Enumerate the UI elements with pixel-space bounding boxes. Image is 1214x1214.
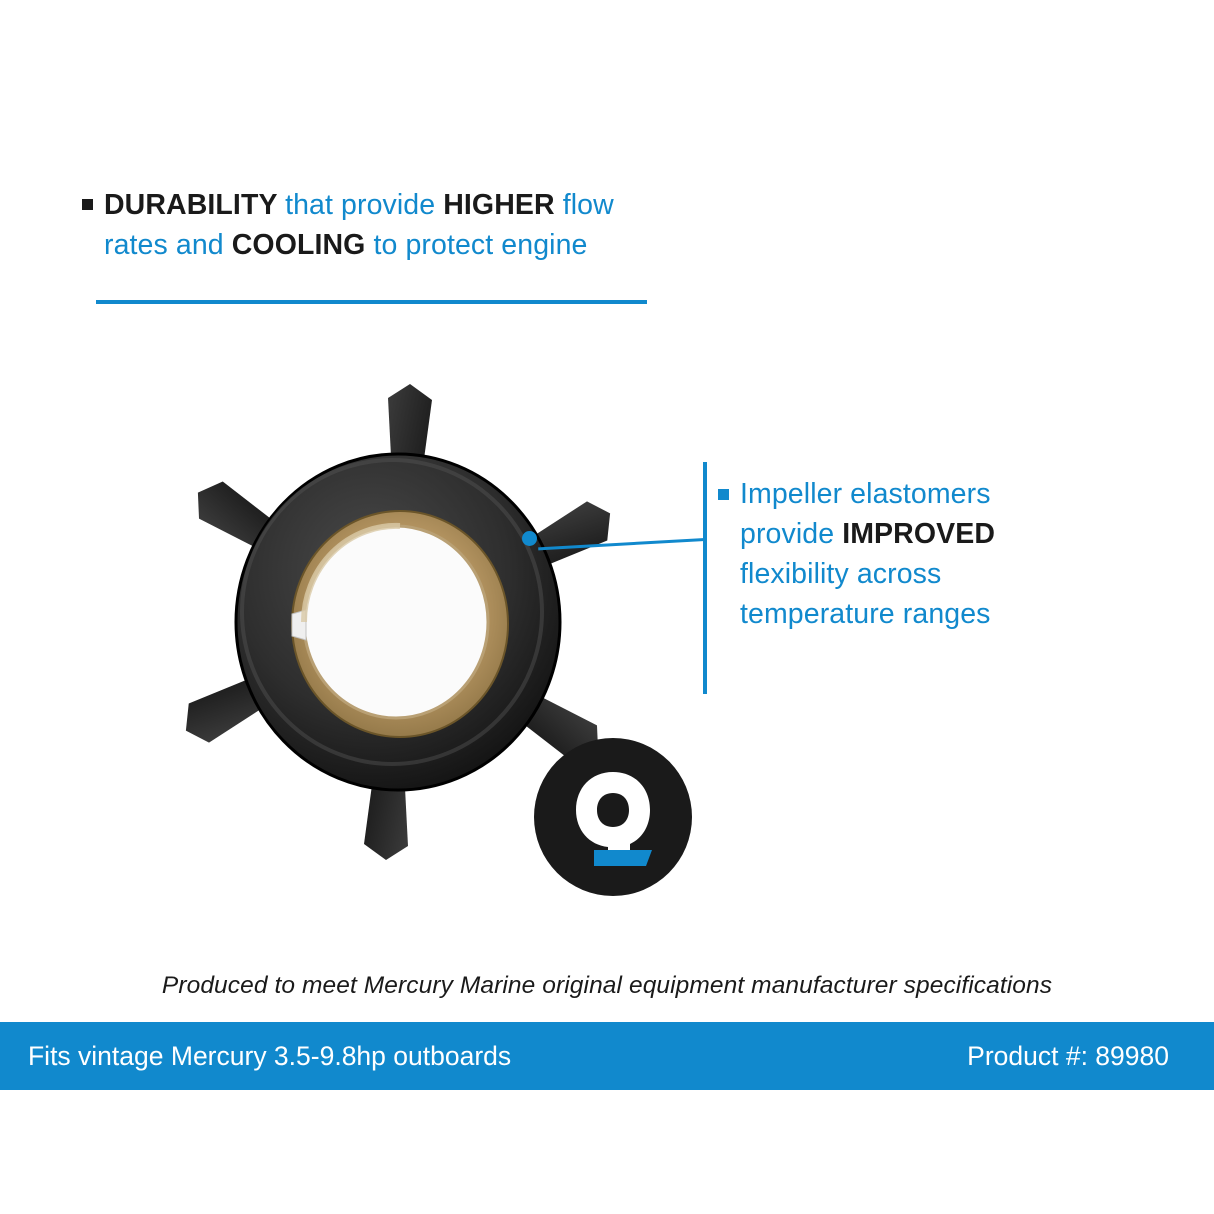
callout-durability-row xyxy=(82,185,662,266)
callout-anchor-dot-icon xyxy=(522,531,537,546)
callout-durability xyxy=(82,185,662,266)
fitment-label: Fits vintage Mercury 3.5-9.8hp outboards xyxy=(28,1040,512,1071)
square-bullet-icon xyxy=(82,199,93,210)
callout-elastomers xyxy=(718,475,1048,635)
callout-elastomers-text: Impeller elastomers provide IMPROVED flexibility across temperature ranges xyxy=(740,478,996,630)
oem-specification-note: Produced to meet Mercury Marine original equipment manufacturer specifications xyxy=(161,972,1053,999)
quicksilver-q-logo xyxy=(534,738,692,896)
callout-durability-text: DURABILITY that provide HIGHER flow rates and COOLING to protect engine xyxy=(104,189,614,262)
divider-rule xyxy=(96,300,647,304)
callout-elastomers-row xyxy=(718,475,1048,635)
callout-vertical-bar xyxy=(703,462,707,694)
square-bullet-icon xyxy=(718,489,729,500)
bottom-info-bar xyxy=(0,1022,1214,1090)
product-number-label: Product #: 89980 xyxy=(967,1040,1169,1071)
